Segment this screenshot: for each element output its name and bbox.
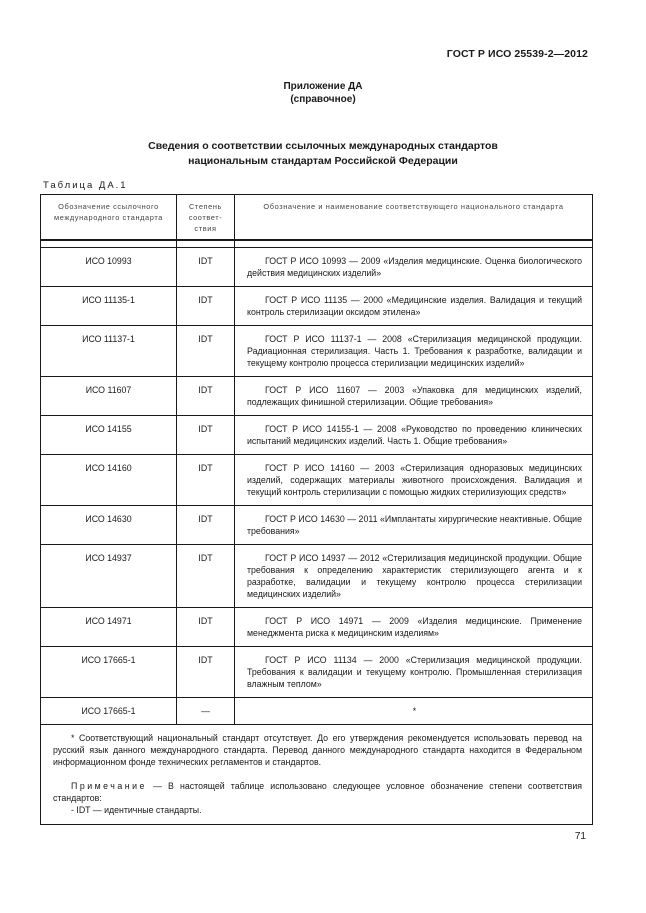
table-row	[41, 608, 593, 647]
table-notes	[41, 725, 593, 825]
national-standard-cell: ГОСТ Р ИСО 10993 — 2009 «Изделия медицинские. Оценка биологического действия медицинских изделий»	[235, 248, 593, 287]
appendix-title: Приложение ДА	[283, 81, 363, 92]
degree-cell: IDT	[177, 608, 235, 647]
page-number: 71	[574, 831, 586, 842]
intl-standard-cell: ИСО 11137-1	[41, 326, 177, 377]
degree-cell: IDT	[177, 377, 235, 416]
intl-standard-cell: ИСО 14937	[41, 545, 177, 608]
appendix-heading	[0, 80, 646, 106]
remark	[53, 780, 582, 804]
national-standard-cell: ГОСТ Р ИСО 14160 — 2003 «Стерилизация одноразовых медицинских изделий, содержащих материалы животного происхождения. Валидация и текущий контроль стерилизации с помощью жидких стерилизующих средств»	[235, 455, 593, 506]
national-standard-cell: ГОСТ Р ИСО 14630 — 2011 «Имплантаты хирургические неактивные. Общие требования»	[235, 506, 593, 545]
remark-text: — В настоящей таблице использовано следующее условное обозначение степени соответствия стандартов:	[53, 781, 582, 803]
table-notes-row	[41, 725, 593, 825]
national-standard-cell: *	[235, 698, 593, 725]
intl-standard-cell: ИСО 10993	[41, 248, 177, 287]
document-title	[0, 139, 646, 169]
national-standard-cell: ГОСТ Р ИСО 14971 — 2009 «Изделия медицинские. Применение менеджмента риска к медицинским изделиям»	[235, 608, 593, 647]
intl-standard-cell: ИСО 17665-1	[41, 647, 177, 698]
document-code: ГОСТ Р ИСО 25539-2—2012	[446, 48, 588, 60]
intl-standard-cell: ИСО 14160	[41, 455, 177, 506]
degree-cell: IDT	[177, 287, 235, 326]
degree-cell: IDT	[177, 416, 235, 455]
table-row	[41, 455, 593, 506]
intl-standard-cell: ИСО 14155	[41, 416, 177, 455]
table-label: Таблица ДА.1	[43, 180, 128, 191]
header-separator	[41, 240, 593, 248]
degree-cell: —	[177, 698, 235, 725]
table-row	[41, 248, 593, 287]
intl-standard-cell: ИСО 17665-1	[41, 698, 177, 725]
table-row	[41, 698, 593, 725]
footnote: * Соответствующий национальный стандарт отсутствует. До его утверждения рекомендуется использовать перевод на русский язык данного международного стандарта. Перевод данного международного стандарта находится в Федеральном информационном фонде технических регламентов и стандартов.	[53, 733, 582, 767]
degree-cell: IDT	[177, 455, 235, 506]
table-row	[41, 377, 593, 416]
table-row	[41, 416, 593, 455]
degree-cell: IDT	[177, 647, 235, 698]
national-standard-cell: ГОСТ Р ИСО 11135 — 2000 «Медицинские изделия. Валидация и текущий контроль стерилизации оксидом этилена»	[235, 287, 593, 326]
degree-cell: IDT	[177, 326, 235, 377]
column-header-intl: Обозначение ссылочного международного стандарта	[41, 195, 177, 241]
intl-standard-cell: ИСО 11135-1	[41, 287, 177, 326]
national-standard-cell: ГОСТ Р ИСО 14937 — 2012 «Стерилизация медицинской продукции. Общие требования к определению характеристик стерилизующего агента и к разработке, валидации и текущему контролю процесса стерилизации медицинских изделий»	[235, 545, 593, 608]
intl-standard-cell: ИСО 14630	[41, 506, 177, 545]
national-standard-cell: ГОСТ Р ИСО 14155-1 — 2008 «Руководство по проведению клинических испытаний медицинских изделий. Часть 1. Общие требования»	[235, 416, 593, 455]
table-row	[41, 647, 593, 698]
column-header-degree: Степень соответ-ствия	[177, 195, 235, 241]
intl-standard-cell: ИСО 14971	[41, 608, 177, 647]
table-row	[41, 506, 593, 545]
degree-cell: IDT	[177, 506, 235, 545]
table-row	[41, 545, 593, 608]
title-line-2: национальным стандартам Российской Федерации	[188, 155, 458, 167]
national-standard-cell: ГОСТ Р ИСО 11607 — 2003 «Упаковка для медицинских изделий, подлежащих финишной стерилизации. Общие требования»	[235, 377, 593, 416]
standards-table	[40, 194, 593, 825]
degree-cell: IDT	[177, 248, 235, 287]
appendix-subtitle: (справочное)	[290, 94, 356, 105]
column-header-national: Обозначение и наименование соответствующего национального стандарта	[235, 195, 593, 241]
degree-cell: IDT	[177, 545, 235, 608]
table-header-row	[41, 195, 593, 241]
national-standard-cell: ГОСТ Р ИСО 11134 — 2000 «Стерилизация медицинской продукции. Требования к валидации и текущему контролю. Промышленная стерилизация влажным теплом»	[235, 647, 593, 698]
title-line-1: Сведения о соответствии ссылочных международных стандартов	[148, 140, 498, 152]
table-row	[41, 287, 593, 326]
intl-standard-cell: ИСО 11607	[41, 377, 177, 416]
remark-item: - IDT — идентичные стандарты.	[71, 805, 202, 815]
national-standard-cell: ГОСТ Р ИСО 11137-1 — 2008 «Стерилизация медицинской продукции. Радиационная стерилизация. Часть 1. Требования к разработке, валидации и текущему контролю процесса стерилизации медицинских изделий»	[235, 326, 593, 377]
remark-label: Примечание	[71, 781, 147, 791]
table-row	[41, 326, 593, 377]
